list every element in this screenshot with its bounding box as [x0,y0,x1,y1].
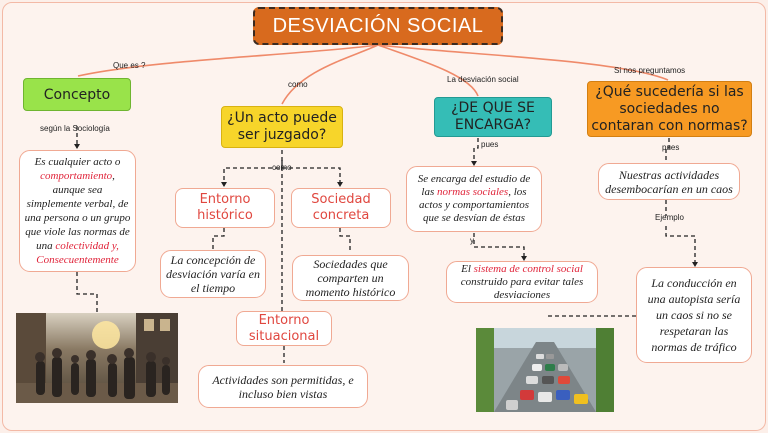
label-ejemplo: Ejemplo [655,213,684,222]
encarga-text-2: , los actos y comportamientos que se desvían de éstas [419,186,529,224]
main-title: DESVIACIÓN SOCIAL [253,7,503,45]
node-sucederia: ¿Qué sucedería si las sociedades no contaran con normas? [587,81,752,137]
node-entorno-historico: Entorno histórico [175,188,275,228]
node-concepto: Concepto [23,78,131,111]
label-y: y [470,236,474,245]
encarga-text [411,173,537,225]
encarga-text-1: Se encarga del estudio de las [417,173,531,198]
card-actividades: Actividades son permitidas, e incluso bien vistas [198,365,368,408]
label-como-2: como [272,163,292,172]
card-encarga [406,166,542,232]
traffic-photo [476,328,614,412]
concepto-text-2: , aunque sea simplemente verbal, de una persona o un grupo que viole las normas de una [24,170,131,252]
sistema-text-1: El [461,262,474,275]
label-pues-1: pues [481,140,499,149]
street-photo [16,313,178,403]
node-entorno-situacional: Entorno situacional [236,311,332,346]
label-segun: según la Sociología [40,124,110,133]
card-conduccion: La conducción en una autopista sería un caos si no se respetaran las normas de tráfico [636,267,752,363]
node-encarga: ¿DE QUE SE ENCARGA? [434,97,552,137]
street-photo-drawing [16,313,178,403]
sistema-highlight: sistema de control social [473,262,583,275]
card-sistema [446,261,598,303]
label-como-1: como [288,80,308,89]
label-la-desviacion: La desviación social [447,75,519,84]
card-nuestras: Nuestras actividades desembocarían en un caos [598,163,740,200]
node-juzgado: ¿Un acto puede ser juzgado? [221,106,343,148]
encarga-highlight: normas sociales [437,186,509,198]
label-que-es: Que es ? [113,61,146,70]
card-sociedades: Sociedades que comparten un momento histórico [292,255,409,301]
concepto-text [24,155,131,267]
concepto-highlight-1: comportamiento [40,170,113,182]
traffic-photo-drawing [476,328,614,412]
sistema-text [451,263,593,302]
concepto-highlight-2: colectividad y, Consecuentemente [36,240,119,266]
concepto-text-1: Es cualquier acto o [34,156,121,168]
node-sociedad-concreta: Sociedad concreta [291,188,391,228]
label-pues-2: pues [662,143,680,152]
sistema-text-2: construido para evitar tales desviaciones [460,275,584,301]
card-concepto [19,150,136,272]
label-si-nos: Si nos preguntamos [614,66,686,75]
card-historico: La concepción de desviación varía en el tiempo [160,250,266,298]
